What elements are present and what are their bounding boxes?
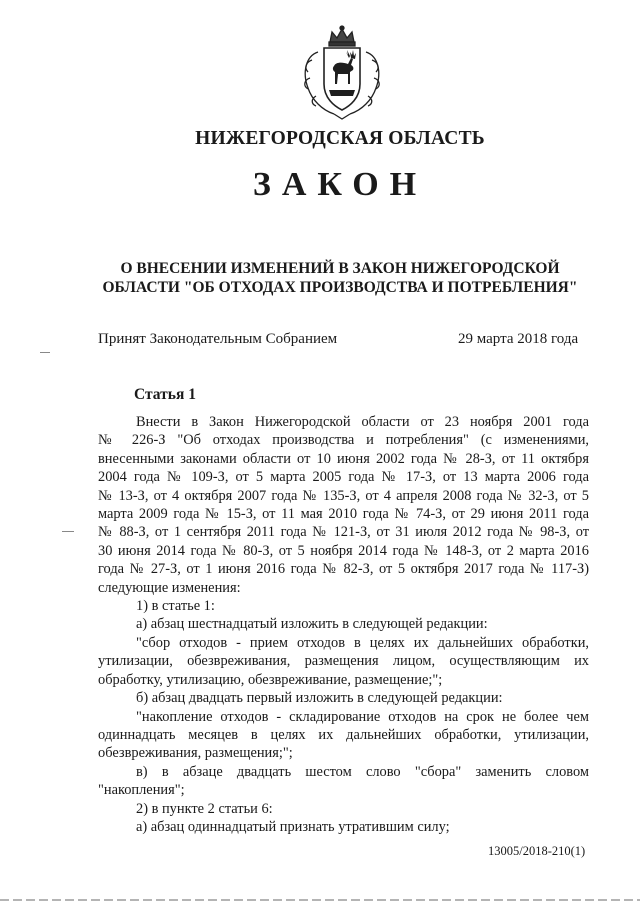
quoted-line: обезвреживания, размещения;";: [98, 745, 293, 762]
paragraph-line: 30 июня 2014 года № 80-З, от 5 ноября 2014 года № 148-З, от 2 марта 2016: [98, 542, 589, 559]
paragraph-line: марта 2009 года № 15-З, от 11 мая 2010 года № 74-З, от 29 июня 2011 года: [98, 506, 589, 523]
quoted-line: утилизации, обезвреживания, размещения лицом, осуществляющим их: [98, 653, 589, 670]
list-item: 1) в статье 1:: [136, 598, 215, 615]
list-item: 2) в пункте 2 статьи 6:: [136, 800, 273, 817]
quoted-line: одиннадцать месяцев в целях их дальнейших обработки, утилизации,: [98, 726, 589, 743]
region-title: НИЖЕГОРОДСКАЯ ОБЛАСТЬ: [195, 128, 485, 149]
document-number: 13005/2018-210(1): [488, 844, 586, 858]
article-body: [98, 413, 589, 836]
paragraph-line: № 13-З, от 4 октября 2007 года № 135-З, от 4 апреля 2008 года № 32-З, от 5: [98, 487, 589, 504]
adoption-date: 29 марта 2018 года: [458, 331, 579, 347]
list-item: а) абзац шестнадцатый изложить в следующей редакции:: [136, 616, 488, 633]
quoted-line: "накопление отходов - складирование отходов на срок не более чем: [136, 708, 589, 725]
list-item: в) в абзаце двадцать шестом слово "сбора" заменить словом: [136, 763, 589, 780]
paragraph-line: № 88-З, от 1 сентября 2011 года № 121-З, от 31 июля 2012 года № 98-З, от: [98, 524, 589, 541]
adoption-label: Принят Законодательным Собранием: [98, 331, 338, 347]
scan-artifact: [40, 352, 50, 353]
paragraph-line: следующие изменения:: [98, 579, 241, 596]
law-title-line: О ВНЕСЕНИИ ИЗМЕНЕНИЙ В ЗАКОН НИЖЕГОРОДСКОЙ: [120, 260, 560, 277]
article-heading: Статья 1: [134, 386, 196, 403]
list-item: б) абзац двадцать первый изложить в следующей редакции:: [136, 690, 503, 707]
list-item-continuation: "накопления";: [98, 782, 185, 799]
law-title: [60, 259, 620, 297]
quoted-line: обработку, утилизацию, обезвреживание, размещение;";: [98, 671, 443, 688]
quoted-line: "сбор отходов - прием отходов в целях их дальнейших обработки,: [136, 634, 589, 651]
document-type-title: ЗАКОН: [252, 166, 428, 203]
scan-edge-line: [0, 899, 640, 901]
paragraph-line: 2004 года № 109-З, от 5 марта 2005 года № 17-З, от 13 марта 2006 года: [98, 469, 589, 486]
scan-artifact: [62, 531, 74, 532]
paragraph-line: внесенными законами области от 10 июня 2002 года № 28-З, от 11 октября: [98, 450, 589, 467]
paragraph-line: Внести в Закон Нижегородской области от 23 ноября 2001 года: [136, 414, 589, 430]
coat-of-arms-emblem: [296, 22, 388, 122]
law-title-line: ОБЛАСТИ "ОБ ОТХОДАХ ПРОИЗВОДСТВА И ПОТРЕБЛЕНИЯ": [102, 279, 578, 296]
paragraph-line: № 226-З "Об отходах производства и потребления" (с изменениями,: [98, 432, 589, 449]
paragraph-line: года № 27-З, от 1 июня 2016 года № 82-З, от 5 октября 2017 года № 117-З): [98, 561, 589, 578]
list-item: а) абзац одиннадцатый признать утратившим силу;: [136, 818, 450, 835]
